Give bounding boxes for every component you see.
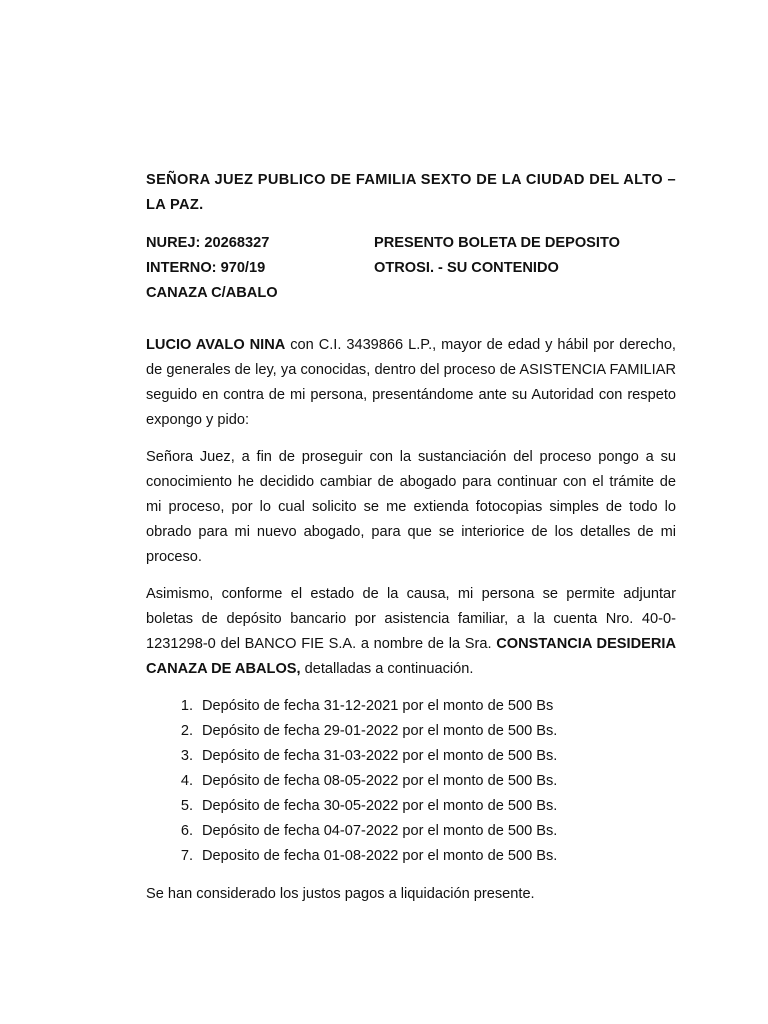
document-subject: PRESENTO BOLETA DE DEPOSITO <box>374 235 620 251</box>
list-text: Depósito de fecha 29-01-2022 por el monto de 500 Bs. <box>202 723 558 739</box>
document-heading: SEÑORA JUEZ PUBLICO DE FAMILIA SEXTO DE LA CIUDAD DEL ALTO – LA PAZ. <box>146 172 676 213</box>
deposit-text-after: detalladas a continuación. <box>300 661 474 677</box>
beneficiary-name: CONSTANCIA DESIDERIA CANAZA DE ABALOS, <box>146 636 676 677</box>
document-page <box>146 168 676 919</box>
list-item <box>146 794 676 819</box>
reference-row <box>146 281 676 306</box>
list-item <box>146 844 676 869</box>
reference-row <box>146 231 676 256</box>
closing-paragraph: Se han considerado los justos pagos a liquidación presente. <box>146 886 535 902</box>
nurej-number: NUREJ: 20268327 <box>146 235 270 251</box>
list-item <box>146 694 676 719</box>
deposit-text-before: Asimismo, conforme el estado de la causa, mi persona se permite adjuntar boletas de depósito bancario por asistencia familiar, a la cuenta Nro. 40-0-1231298-0 del BANCO FIE S.A. a nombre de la Sra. <box>146 586 676 652</box>
case-reference-block <box>146 231 676 306</box>
list-number: 1. <box>180 698 193 714</box>
list-item <box>146 769 676 794</box>
list-text: Depósito de fecha 31-12-2021 por el monto de 500 Bs <box>202 698 554 714</box>
intro-text: con C.I. 3439866 L.P., mayor de edad y hábil por derecho, de generales de ley, ya conocidas, dentro del proceso de ASISTENCIA FAMILIAR seguido en contra de mi persona, presentándome ante su Autoridad con respeto expongo y pido: <box>146 337 676 428</box>
list-text: Depósito de fecha 04-07-2022 por el monto de 500 Bs. <box>202 823 558 839</box>
list-number: 5. <box>180 798 193 814</box>
list-number: 7. <box>180 848 193 864</box>
list-number: 4. <box>180 773 193 789</box>
petitioner-name: LUCIO AVALO NINA <box>146 337 286 353</box>
list-number: 3. <box>180 748 193 764</box>
list-number: 2. <box>180 723 193 739</box>
otrosi-label: OTROSI. - SU CONTENIDO <box>374 260 559 276</box>
list-text: Depósito de fecha 08-05-2022 por el monto de 500 Bs. <box>202 773 558 789</box>
request-paragraph: Señora Juez, a fin de proseguir con la sustanciación del proceso pongo a su conocimiento he decidido cambiar de abogado para continuar con el trámite de mi proceso, por lo cual solicito se me extienda fotocopias simples de todo lo obrado para mi nuevo abogado, para que se interiorice de los detalles de mi proceso. <box>146 449 676 565</box>
list-item <box>146 819 676 844</box>
list-item <box>146 719 676 744</box>
list-number: 6. <box>180 823 193 839</box>
deposit-paragraph <box>146 582 676 682</box>
list-text: Depósito de fecha 31-03-2022 por el monto de 500 Bs. <box>202 748 558 764</box>
deposit-list <box>146 694 676 869</box>
intro-paragraph <box>146 333 676 433</box>
case-name: CANAZA C/ABALO <box>146 285 278 301</box>
interno-number: INTERNO: 970/19 <box>146 260 266 276</box>
reference-row <box>146 256 676 281</box>
list-item <box>146 744 676 769</box>
list-text: Depósito de fecha 30-05-2022 por el monto de 500 Bs. <box>202 798 558 814</box>
list-text: Deposito de fecha 01-08-2022 por el monto de 500 Bs. <box>202 848 558 864</box>
